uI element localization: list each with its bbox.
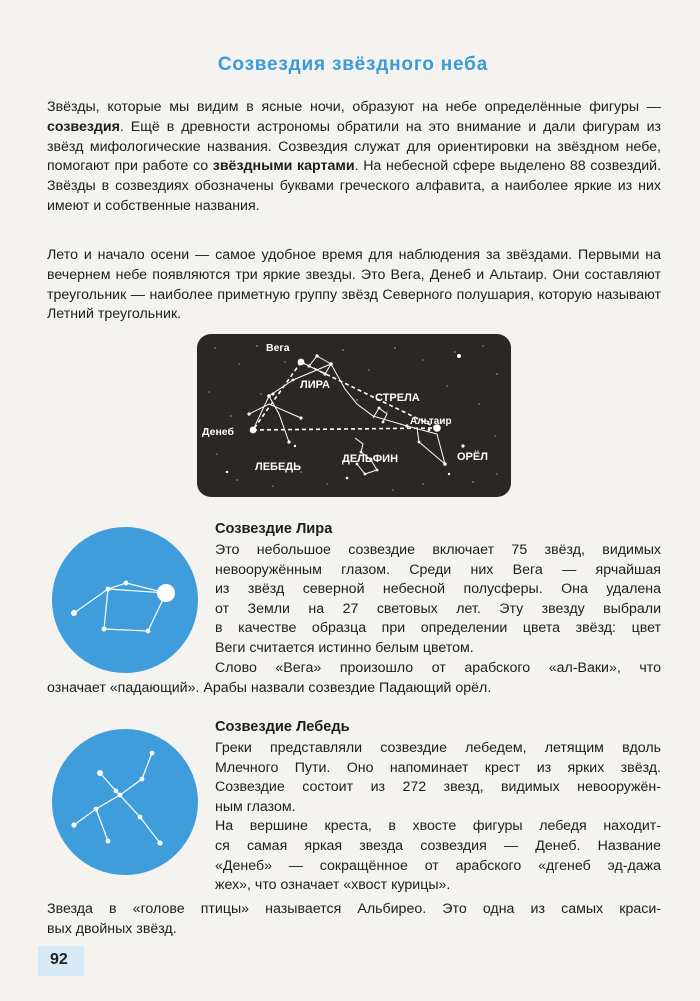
- intro-text-3: . На небесной сфере выделено 88 созвездий. Звёзды в созвездиях обозначены буквами греческого алфавита, а наиболее яркие из них имеют и собственные названия.: [47, 158, 662, 214]
- cygnus-line: жех», что означает «хвост курицы».: [215, 877, 451, 894]
- cygnus-description-tail: [47, 900, 661, 939]
- lyra-section-title: Созвездие Лира: [215, 521, 333, 537]
- deneb-star: [97, 770, 103, 776]
- deneb-star: [250, 427, 257, 434]
- lyra-constellation-figure: [52, 527, 198, 673]
- lyra-description: [215, 541, 661, 678]
- label-deneb: Денеб: [202, 426, 234, 438]
- term-star-maps: звёздными картами: [212, 158, 355, 175]
- cygnus-line: «Денеб» — сокращённое от арабского «дгенеб эд-дажа: [215, 857, 661, 874]
- cygnus-line: Созвездие состоит из 272 звезд, видимых невооружён-: [215, 779, 661, 796]
- cygnus-line: ся самая яркая звезда созвездия — Денеб. Название: [215, 837, 661, 854]
- label-lebed: ЛЕБЕДЬ: [255, 461, 302, 473]
- intro-paragraph: [47, 98, 661, 217]
- label-altair: Альтаир: [410, 416, 452, 427]
- cygnus-line: ным глазом.: [215, 798, 296, 815]
- lyra-line: невооружённым глазом. Среди них Вега — ярчайшая: [215, 561, 661, 578]
- cygnus-description: [215, 739, 661, 896]
- summer-triangle-sky-map: [197, 334, 511, 497]
- cygnus-line: вых двойных звёзд.: [47, 920, 177, 937]
- summer-triangle-paragraph: Лето и начало осени — самое удобное время для наблюдения за звёздами. Первыми на вечернем небе появляются три яркие звезды. Это Вега, Денеб и Альтаир. Они составляют треугольник — наиболее приметную группу звёзд Северного полушария, которую называют Летний треугольник.: [47, 247, 661, 323]
- vega-star: [298, 359, 305, 366]
- cygnus-line: Звезда в «голове птицы» называется Альбирео. Это одна из самых краси-: [47, 901, 661, 917]
- lyra-line: из звёзд северной небесной полусферы. Она удалена: [215, 581, 661, 598]
- cygnus-section-title: Созвездие Лебедь: [215, 719, 350, 735]
- sky-background: [197, 334, 511, 497]
- cygnus-line: На вершине креста, в хвосте фигуры лебедя находит-: [215, 818, 661, 835]
- lyra-line: в качестве образца при определении цвета звёзд: цвет: [215, 620, 661, 637]
- vega-star: [157, 584, 175, 602]
- label-vega: Вега: [266, 342, 290, 354]
- lyra-line: Это небольшое созвездие включает 75 звёзд, видимых: [215, 542, 661, 558]
- label-strela: СТРЕЛА: [375, 392, 420, 404]
- lyra-description-tail: [47, 679, 491, 699]
- cygnus-constellation-figure: [52, 729, 198, 875]
- lyra-line: от Земли на 27 световых лет. Эту звезду выбрали: [215, 600, 661, 617]
- lyra-line: означает «падающий». Арабы назвали созвездие Падающий орёл.: [47, 680, 492, 696]
- page-number: 92: [50, 951, 68, 968]
- term-constellations: созвездия: [47, 118, 120, 135]
- lyra-line: Слово «Вега» произошло от арабского «ал-Ваки», что: [215, 659, 661, 676]
- intro-text-1: Звёзды, которые мы видим в ясные ночи, образуют на небе определённые фигуры —: [47, 99, 661, 115]
- cygnus-line: Млечного Пути. Оно напоминает крест из ярких звёзд.: [215, 759, 661, 776]
- lyra-line: Веги считается истинно белым цветом.: [215, 639, 474, 656]
- label-lyra: ЛИРА: [300, 379, 330, 391]
- label-orel: ОРЁЛ: [457, 451, 488, 463]
- label-delfin: ДЕЛЬФИН: [342, 453, 399, 465]
- intro-text-2: . Ещё в древности астрономы обратили на это внимание и дали фигурам из звёзд мифологические названия. Созвездия служат для ориентировки на звёздном небе, помогают при работе со: [47, 118, 661, 175]
- page-title: Созвездия звёздного неба: [217, 54, 489, 75]
- cygnus-line: Греки представляли созвездие лебедем, летящим вдоль: [215, 740, 661, 756]
